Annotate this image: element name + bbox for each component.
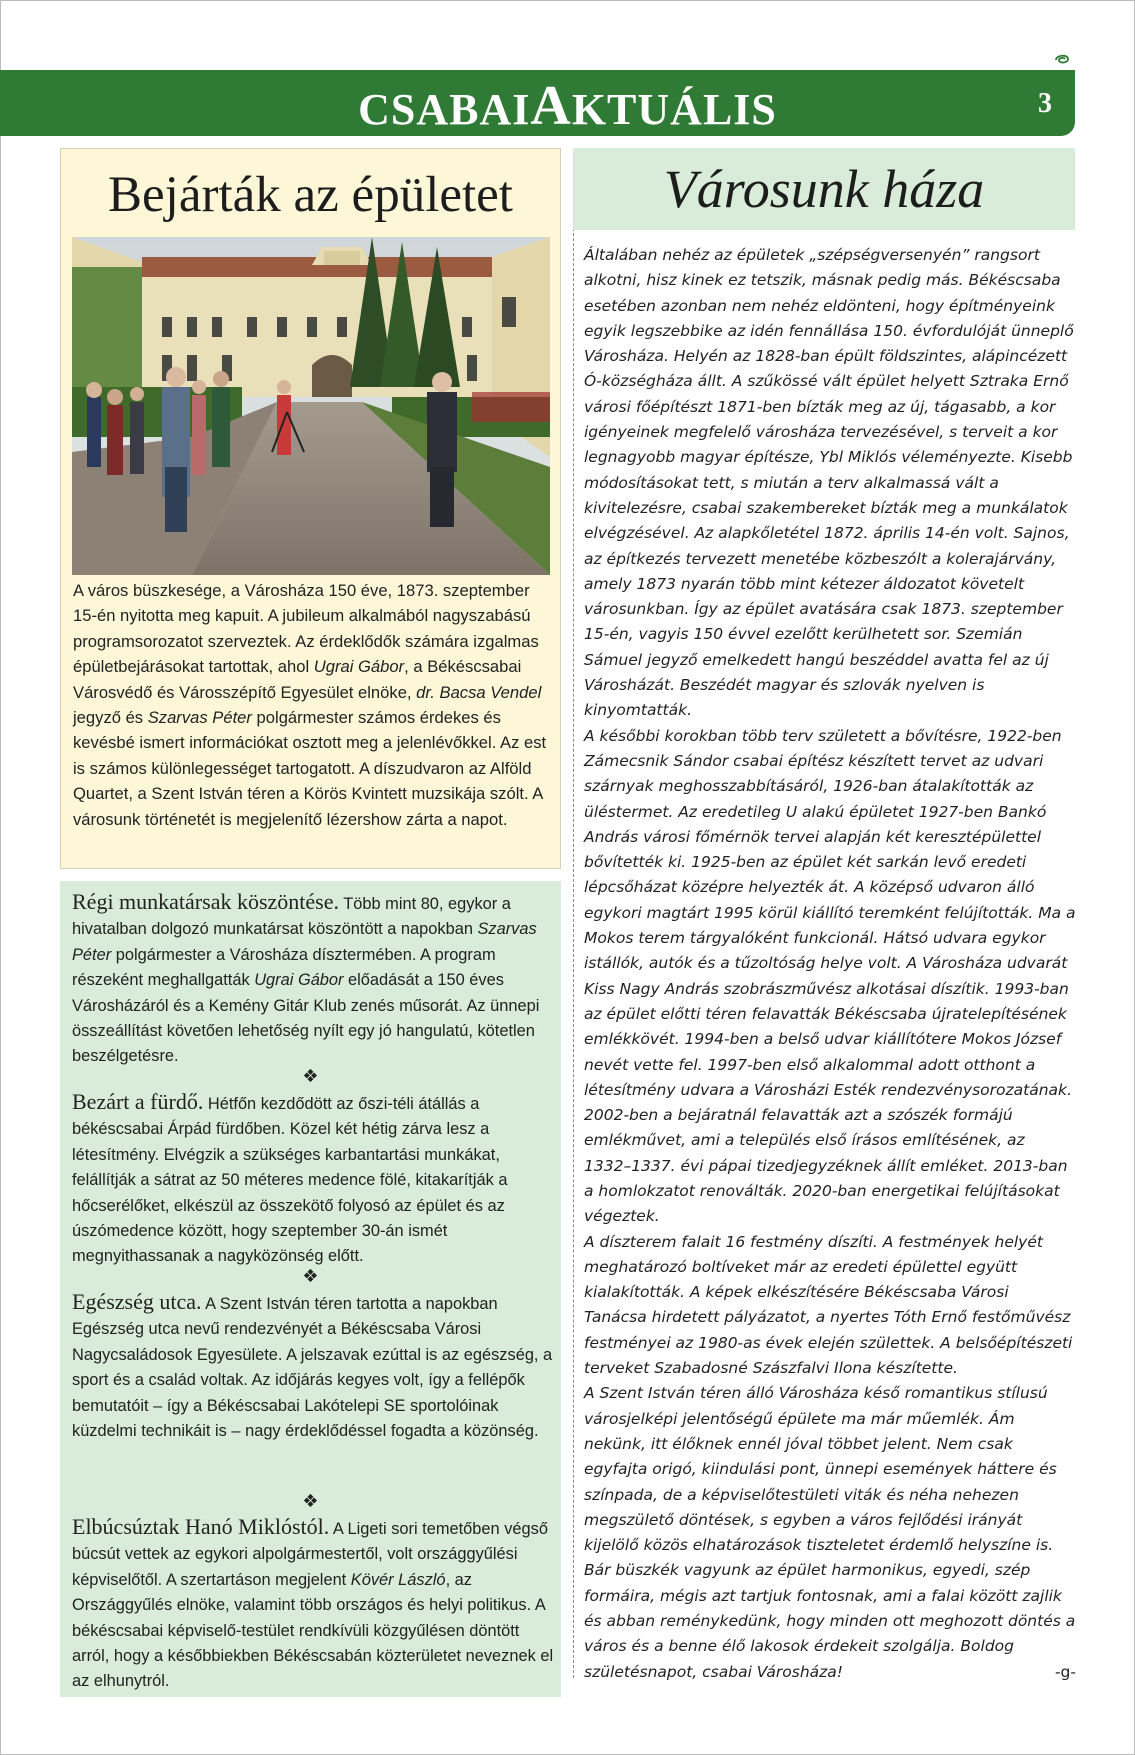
text-run: , az Országgyűlés elnöke, valamint több országos és helyi politikus. A békéscsabai képviselő-testület rendkívüli közgyűlésen döntött arról, hogy a későbbiekben Békéscsabán közterületet neveznek el az elhunytról. [72, 1570, 554, 1691]
article-last-paragraph: A Szent István téren álló Városháza késő romantikus stílusú városjelképi jelentőségű épülete ma már műemlék. Ám nekünk, itt élőknek ennél jóval többet jelent. Nem csak egyfajta origó, kiindulási pont, ünnepi események háttere és színpada, de a képviselőtestületi viták és néha nehezen megszülető döntések, s egyben a város fejlődési irányát kijelölő közös elhatározások tiszteletet érdemlő helyszíne is. Bár büszkék vagyunk az épület harmonikus, egyedi, szép formáira, mégis azt tartjuk fontosnak, ami a falai között zajlik és abban reménykedünk, hogy minden ott meghozott döntés a város és a benne élő lakosok érdekeit szolgálja. [584, 1384, 1076, 1656]
masthead-initial: A [530, 75, 572, 137]
text-run: A Szent István téren tartotta a napokban Egészség utca nevű rendezvényét a Békéscsaba Városi Nagycsaládosok Egyesülete. A jelszavak ezúttal is az egészség, a sport és a család voltak. Az időjárás kegyes volt, így a fellépők bemutatóit – így a Békéscsabai Lakótelepi SE sportolóinak küzdelmi technikáit is – nagy érdeklődéssel fogadta a közönség. [72, 1295, 553, 1441]
news-headline: Elbúcsúztak Hanó Miklóstól. [72, 1514, 330, 1539]
article-body [584, 243, 1076, 1685]
article-title: Városunk háza [663, 159, 985, 219]
feature-title: Bejárták az épületet [108, 167, 513, 223]
text-run: jegyző és [73, 708, 148, 728]
news-item [72, 1514, 556, 1695]
text-run: Több mint 80, egykor a hivatalban dolgozó munkatársat köszöntött a napokban [72, 895, 511, 939]
column-divider [573, 148, 574, 1678]
text-run: A Ligeti sori temetőben végső búcsút vettek az egykori alpolgármestertől, volt országgyűlési képviselőtől. A szertartáson megjelent [72, 1520, 548, 1589]
article-paragraph [584, 1381, 1076, 1685]
article-title-box [573, 148, 1075, 230]
text-run: polgármester számos érdekes és kevésbé ismert információkat osztott meg a jelenlévőkkel. Az est is számos különlegességet tartogatott. A díszudvaron az Alföld Quartet, a Szent István téren a Körös Kvintett muzsikája szólt. A városunk történetét is megjelenítő lézershow zárta a napot. [73, 708, 547, 829]
feature-box [60, 148, 561, 869]
swirl-icon [1054, 52, 1070, 66]
text-run: , a Békéscsabai Városvédő és Városszépítő Egyesület elnöke, [73, 657, 522, 702]
separator-ornament: ❖ [302, 1266, 319, 1287]
page-number: 3 [1038, 88, 1052, 119]
news-headline: Régi munkatársak köszöntése. [72, 889, 339, 914]
text-run: polgármester a Városháza dísztermében. A program részeként meghallgatták [72, 945, 496, 990]
person-name: Ugrai Gábor [313, 657, 405, 677]
separator-ornament: ❖ [302, 1491, 319, 1512]
masthead-prefix: CSABAI [358, 85, 531, 134]
courtyard-photo [72, 237, 550, 575]
text-run: A város büszkesége, a Városháza 150 éve, 1873. szeptember 15-én nyitotta meg kapuit. A jubileum alkalmából nagyszabású programsorozatot szerveztek. Az érdeklődők számára izgalmas épületbejárásokat tartottak, ahol [73, 581, 539, 677]
article-paragraph: Általában nehéz az épületek „szépségversenyén” rangsort alkotni, hisz kinek ez tetszik, másnak pedig más. Békéscsaba esetében azonban nem nehéz eldönteni, hogy építményeink egyik legszebbike az idén fennállása 150. évfordulóját ünneplő Városháza. Helyén az 1828-ban épült földszintes, alápincézett Ó-községháza állt. A szűkössé vált épület helyett Sztraka Ernő városi főépítészt 1871-ben bízták meg az új, tágasabb, a kor igényeinek megfelelő városháza tervezésével, s terveit a kor legnagyobb magyar építésze, Ybl Miklós véleményezte. Kisebb módosításokat tett, s miután a terv alkalmassá vált a kivitelezésre, csabai szakembereket bízták meg a munkálatok elvégzésével. Az alapkőletétel 1872. április 14-én volt. Sajnos, az építkezés tervezett menetébe közbeszólt a kolerajárvány, amely 1873 nyarán több mint kétezer áldozatot követelt városunkban. Így az épület avatására csak 1873. szeptember 15-én, vagyis 150 évvel ezelőtt kerülhetett sor. Szemián Sámuel jegyző emelkedett hangú beszéddel avatta fel az új Városházát. Beszédét magyar és szlovák nyelven is kinyomtatták. [584, 246, 1074, 720]
courtyard-illustration [72, 237, 550, 575]
article-paragraph: A későbbi korokban több terv született a bővítésre, 1922-ben Zámecsnik Sándor csabai építész készített tervet az udvari szárnyak meghosszabbításáról, 1926-ban átalakították az üléstermet. Az eredetileg U alakú épületet 1927-ben Bankó András városi főmérnök tervei alapján két keresztépülettel bővítették ki. 1925-ben az épület két sarkán levő eredeti lépcsőházat középre helyezték át. A középső udvaron álló egykori magtárt 1995 körül kiállító teremként felújították. Ma a Mokos terem tárgyalóként funkcionál. Hátsó udvara egykor istállók, autók és a tűzoltóság helye volt. A Városháza udvarát Kiss Nagy András szobrászművész alkotásai díszítik. 1993-ban az épület előtti téren felavatták Békéscsaba újratelepítésének emlékkövét. 1994-ben a belső udvar kiállítótere Mokos József nevét vette fel. 1997-ben első alkalommal adott otthont a létesítmény udvara a Városházi Esték rendezvénysorozatának. 2002-ben a bejáratnál felavatták azt a szószék formájú emlékművet, ami a település első írásos említésének, az 1332–1337. évi pápai tizedjegyzéknek állít emléket. 2013-ban a homlokzatot renoválták. 2020-ban energetikai felújításokat végeztek. [584, 726, 1076, 1226]
person-name: dr. Bacsa Vendel [416, 682, 542, 702]
feature-body [73, 578, 553, 832]
news-item [72, 889, 556, 1070]
article-closing: Boldog születésnapot, csabai Városháza! [584, 1637, 1014, 1681]
person-name: Szarvas Péter [147, 708, 252, 728]
text-run: Hétfőn kezdődött az őszi-téli átállás a békéscsabai Árpád fürdőben. Közel két hétig zárva lesz a létesítmény. Elvégzik a szükséges karbantartási munkákat, felállítják a sátrat az 50 méteres medence fölé, kitakarítják a hőcserélőket, elkészül az összekötő folyosó az épület és az úszómedence között, hogy szeptember 30-án ismét megnyithassanak a nagyközönség előtt. [72, 1095, 508, 1266]
person-name: Ugrai Gábor [254, 971, 344, 990]
masthead [0, 76, 1135, 140]
news-item [72, 1289, 556, 1444]
news-item [72, 1089, 556, 1270]
news-box [60, 881, 561, 1697]
separator-ornament: ❖ [302, 1066, 319, 1087]
person-name: Kövér László [350, 1570, 446, 1589]
article-paragraph: A díszterem falait 16 festmény díszíti. A festmények helyét meghatározó boltíveket már az eredeti épülettel együtt kialakították. A képek elkészítésére Békéscsaba Városi Tanácsa hirdetett pályázatot, a nyertes Tóth Ernő festőművész festményei az 1980-as évek elején születtek. A belsőépítészeti terveket Szabadosné Szászfalvi Ilona készítette. [584, 1232, 1073, 1378]
masthead-rest: KTUÁLIS [571, 85, 777, 134]
text-run: előadását a 150 éves Városházáról és a Kemény Gitár Klub zenés műsorát. Az ünnepi összeállítást követően lehetőség nyílt egy jó hangulatú, kötetlen beszélgetésre. [72, 971, 540, 1066]
news-headline: Bezárt a fürdő. [72, 1089, 204, 1114]
article-signature: -g- [1054, 1662, 1076, 1681]
person-name: Szarvas Péter [72, 920, 537, 964]
news-headline: Egészség utca. [72, 1289, 202, 1314]
